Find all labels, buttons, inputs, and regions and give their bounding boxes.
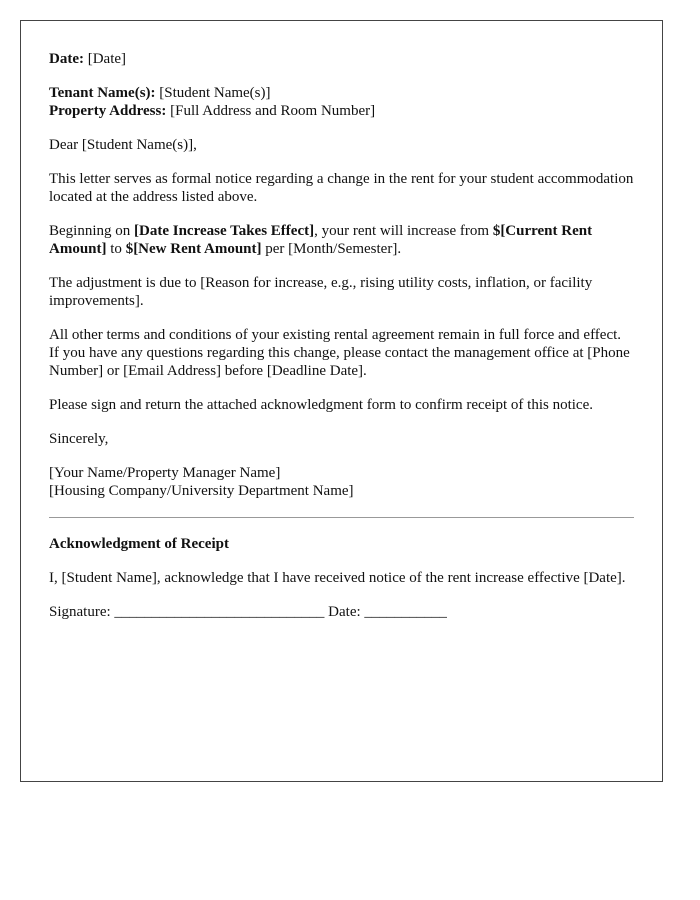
- date-value: [Date]: [87, 51, 127, 67]
- property-label: Property Address:: [49, 103, 167, 119]
- new-rent: $[New Rent Amount]: [125, 241, 262, 257]
- date-line: [49, 50, 634, 68]
- divider: [49, 517, 634, 518]
- signature-line: [49, 603, 634, 621]
- salutation: Dear [Student Name(s)],: [49, 137, 197, 153]
- ack-date-label: Date:: [328, 604, 361, 620]
- recipient-block: [49, 84, 634, 120]
- ack-heading: [49, 535, 634, 553]
- rent-increase-letter: [20, 20, 663, 782]
- ack-statement: I, [Student Name], acknowledge that I have received notice of the rent increase effective [Date].: [49, 570, 626, 586]
- increase-text: to: [106, 241, 126, 257]
- terms-paragraph: All other terms and conditions of your existing rental agreement remain in full force and effect. If you have any questions regarding this change, please contact the management office at [Phone Number] or [Email Address] before [Deadline Date].: [49, 327, 630, 379]
- ack-heading-text: Acknowledgment of Receipt: [49, 536, 229, 552]
- increase-text: Beginning on: [49, 223, 134, 239]
- increase-paragraph: [49, 222, 634, 258]
- signature-blank[interactable]: ____________________________: [114, 604, 325, 620]
- increase-text: per [Month/Semester].: [261, 241, 402, 257]
- current-rent: $[Current Rent Amount]: [49, 223, 593, 257]
- signer-block: [49, 464, 634, 500]
- tenant-value: [Student Name(s)]: [159, 85, 271, 101]
- effective-date: [Date Increase Takes Effect]: [134, 223, 315, 239]
- intro-paragraph: This letter serves as formal notice regarding a change in the rent for your student accommodation located at the address listed above.: [49, 171, 634, 205]
- increase-text: , your rent will increase from: [314, 223, 493, 239]
- signer-name: [Your Name/Property Manager Name]: [49, 465, 281, 481]
- request-paragraph: Please sign and return the attached acknowledgment form to confirm receipt of this notice.: [49, 397, 593, 413]
- property-value: [Full Address and Room Number]: [170, 103, 376, 119]
- signer-org: [Housing Company/University Department Name]: [49, 483, 354, 499]
- ack-date-blank[interactable]: ___________: [364, 604, 447, 620]
- tenant-label: Tenant Name(s):: [49, 85, 156, 101]
- signature-label: Signature:: [49, 604, 111, 620]
- closing: Sincerely,: [49, 431, 109, 447]
- date-label: Date:: [49, 51, 84, 67]
- reason-paragraph: The adjustment is due to [Reason for increase, e.g., rising utility costs, inflation, or facility improvements].: [49, 275, 593, 309]
